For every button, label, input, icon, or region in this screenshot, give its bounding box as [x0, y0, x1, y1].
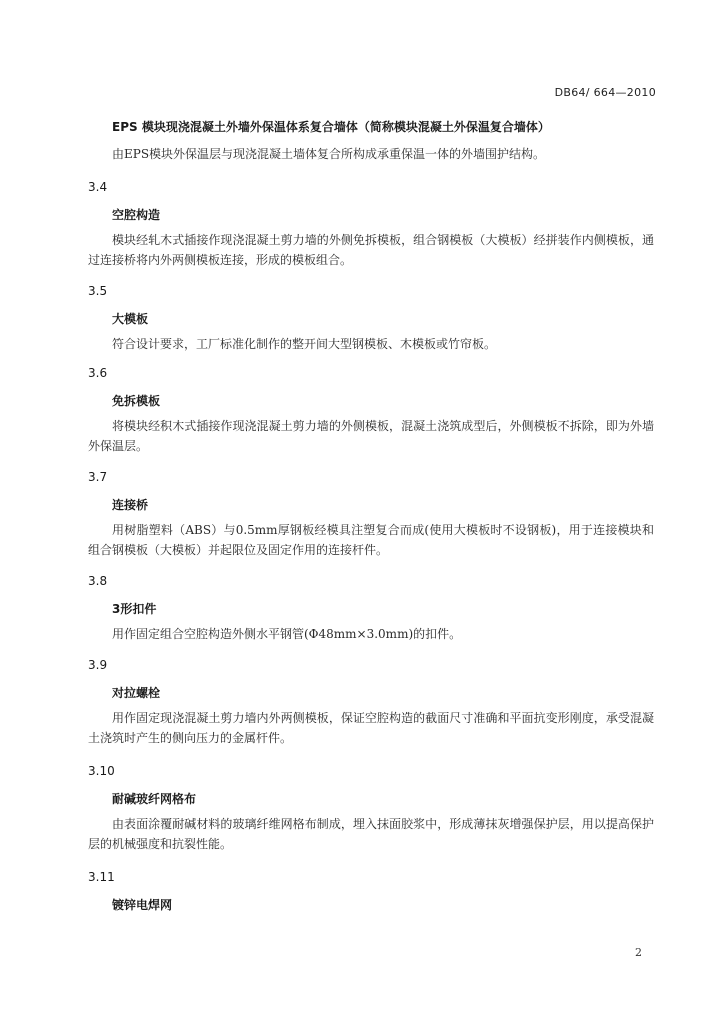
term-definition: 将模块经积木式插接作现浇混凝土剪力墙的外侧模板，混凝土浇筑成型后，外侧模板不拆除，即为外墙外保温层。	[88, 419, 654, 453]
page-number: 2	[635, 946, 642, 959]
section-number: 3.11	[88, 870, 115, 884]
term-title: 镀锌电焊网	[112, 898, 173, 912]
term-title: 连接桥	[112, 498, 149, 512]
intro-term-definition: 由EPS模块外保温层与现浇混凝土墙体复合所构成承重保温一体的外墙围护结构。	[112, 147, 546, 161]
intro-term-title: EPS 模块现浇混凝土外墙外保温体系复合墙体（简称模块混凝土外保温复合墙体）	[112, 120, 550, 134]
term-definition: 用作固定组合空腔构造外侧水平钢管(Φ48mm×3.0mm)的扣件。	[112, 627, 462, 641]
term-definition: 用作固定现浇混凝土剪力墙内外两侧模板，保证空腔构造的截面尺寸准确和平面抗变形刚度，承受混凝土浇筑时产生的侧向压力的金属杆件。	[88, 711, 654, 745]
term-definition: 模块经轧木式插接作现浇混凝土剪力墙的外侧免拆模板，组合钢模板（大模板）经拼装作内侧模板，通过连接桥将内外两侧模板连接，形成的模板组合。	[88, 233, 654, 267]
term-definition: 由表面涂覆耐碱材料的玻璃纤维网格布制成，埋入抹面胶浆中，形成薄抹灰增强保护层，用以提高保护层的机械强度和抗裂性能。	[88, 817, 654, 851]
standard-code: DB64/ 664—2010	[554, 86, 656, 99]
section-number: 3.9	[88, 658, 108, 672]
section-number: 3.6	[88, 366, 108, 380]
term-title: 3形扣件	[112, 602, 157, 616]
section-number: 3.4	[88, 180, 108, 194]
section-number: 3.8	[88, 574, 108, 588]
term-title: 空腔构造	[112, 208, 161, 222]
term-definition: 符合设计要求，工厂标准化制作的整开间大型钢模板、木模板或竹帘板。	[112, 337, 497, 351]
term-title: 对拉螺栓	[112, 686, 161, 700]
section-number: 3.7	[88, 470, 108, 484]
term-title: 免拆模板	[112, 394, 161, 408]
section-number: 3.5	[88, 284, 108, 298]
term-title: 大模板	[112, 312, 149, 326]
term-title: 耐碱玻纤网格布	[112, 792, 197, 806]
term-definition: 用树脂塑料（ABS）与0.5mm厚钢板经模具注塑复合而成(使用大模板时不设钢板)，用于连接模块和组合钢模板（大模板）并起限位及固定作用的连接杆件。	[88, 523, 654, 557]
section-number: 3.10	[88, 764, 115, 778]
